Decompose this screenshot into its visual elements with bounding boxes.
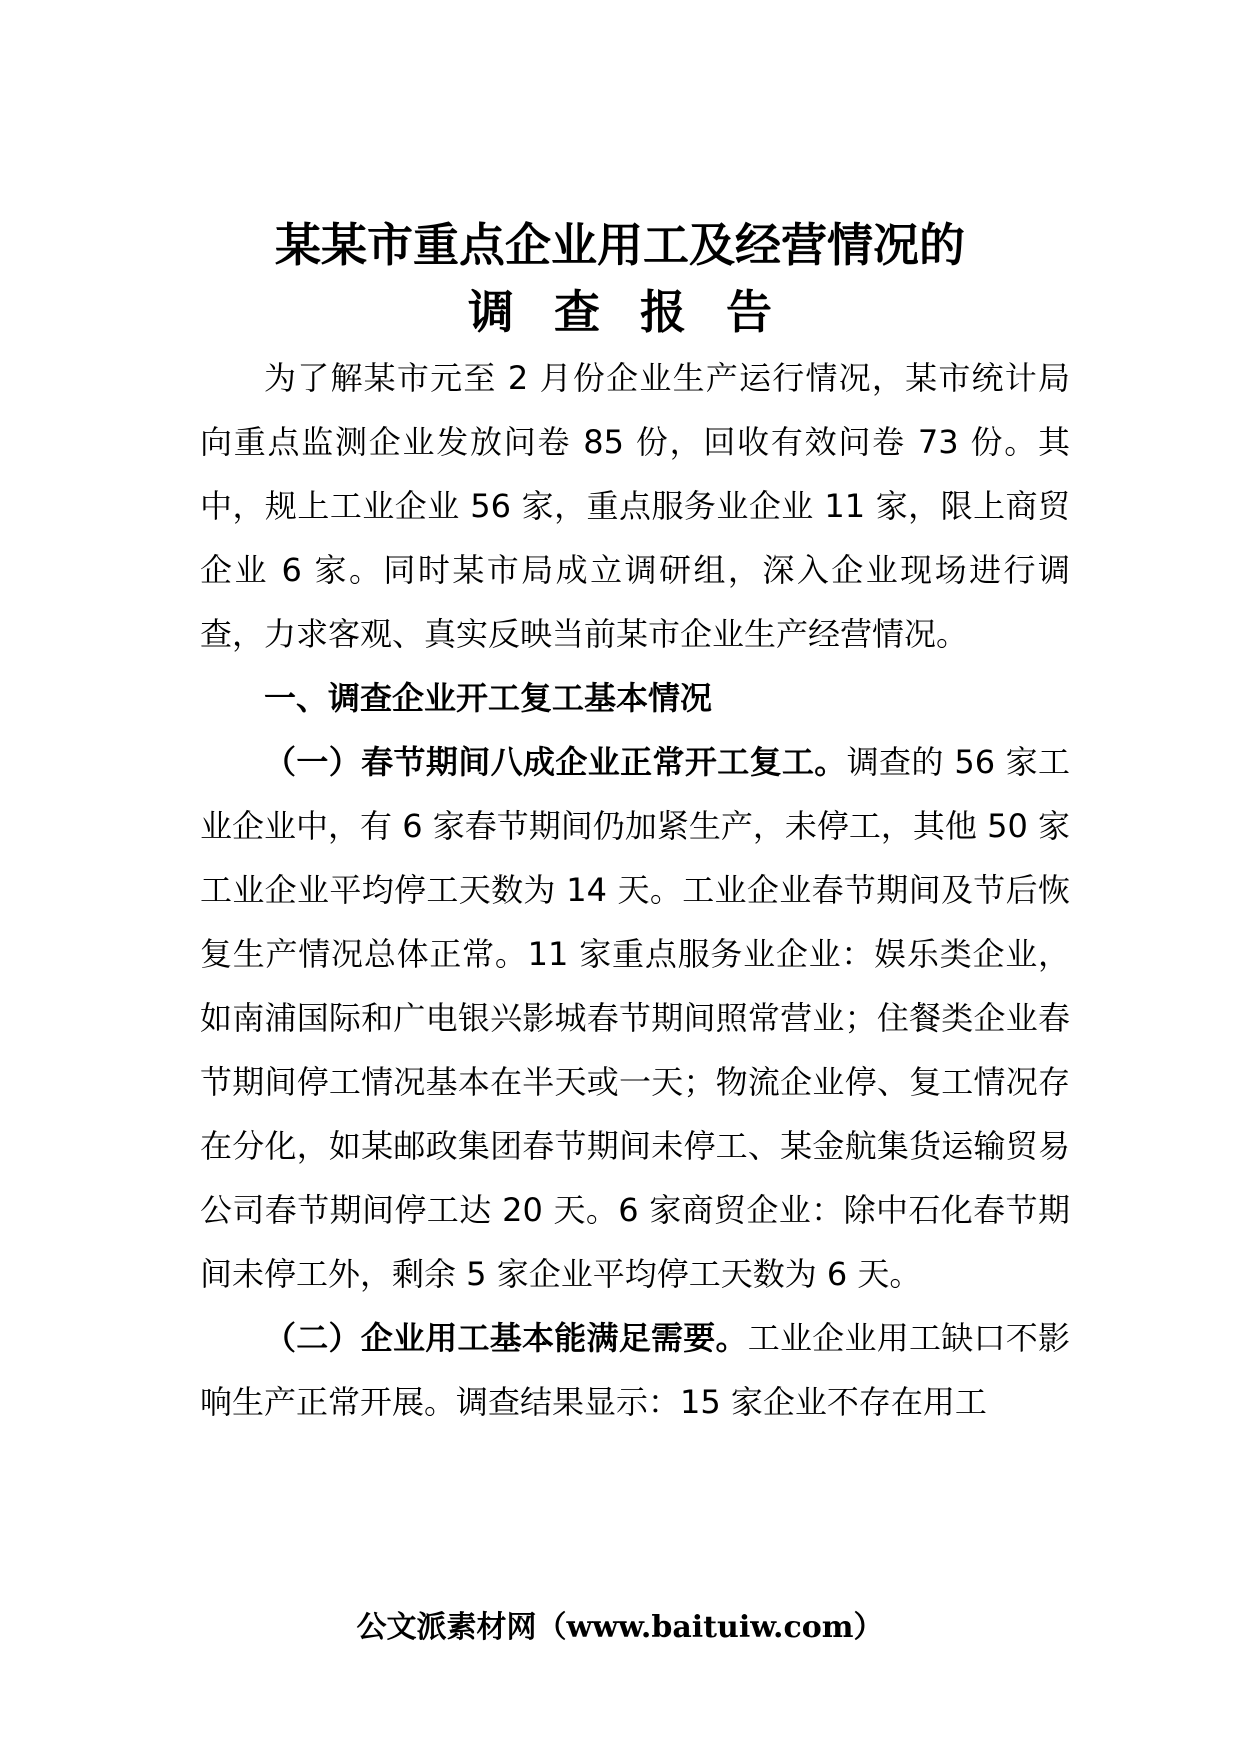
paragraph-subsection-2 xyxy=(200,1306,1070,1434)
document-title-line2: 调查报告 xyxy=(468,285,812,339)
subsection-1-text: 调查的 56 家工业企业中，有 6 家春节期间仍加紧生产，未停工，其他 50 家工业企业平均停工天数为 14 天。工业企业春节期间及节后恢复生产情况总体正常。11 家重点服务业企业：娱乐类企业，如南浦国际和广电银兴影城春节期间照常营业；住餐类企业春节期间停工情况基本在半天或一天；物流企业停、复工情况存在分化，如某邮政集团春节期间未停工、某金航集货运输贸易公司春节期间停工达 20 天。6 家商贸企业：除中石化春节期间未停工外，剩余 5 家企业平均停工天数为 6 天。 xyxy=(200,743,1070,1293)
paragraph-intro xyxy=(200,346,1070,666)
subsection-2-heading: （二）企业用工基本能满足需要。 xyxy=(264,1319,748,1357)
subsection-2-text: 工业企业用工缺口不影响生产正常开展。调查结果显示：15 家企业不存在用工 xyxy=(200,1319,1070,1421)
paragraph-intro-text: 为了解某市元至 2 月份企业生产运行情况，某市统计局向重点监测企业发放问卷 85 份，回收有效问卷 73 份。其中，规上工业企业 56 家，重点服务业企业 11 家，限上商贸企业 6 家。同时某市局成立调研组，深入企业现场进行调查，力求客观、真实反映当前某市企业生产经营情况。 xyxy=(200,359,1070,653)
section-heading-1-text: 一、调查企业开工复工基本情况 xyxy=(264,679,713,717)
footer-watermark: 公文派素材网（www.baituiw.com） xyxy=(356,1610,884,1645)
section-heading-1 xyxy=(200,666,1070,730)
paragraph-subsection-1 xyxy=(200,730,1070,1306)
document-body xyxy=(200,346,1070,1434)
subsection-1-heading: （一）春节期间八成企业正常开工复工。 xyxy=(264,743,847,781)
document-title-line1: 某某市重点企业用工及经营情况的 xyxy=(275,218,965,272)
